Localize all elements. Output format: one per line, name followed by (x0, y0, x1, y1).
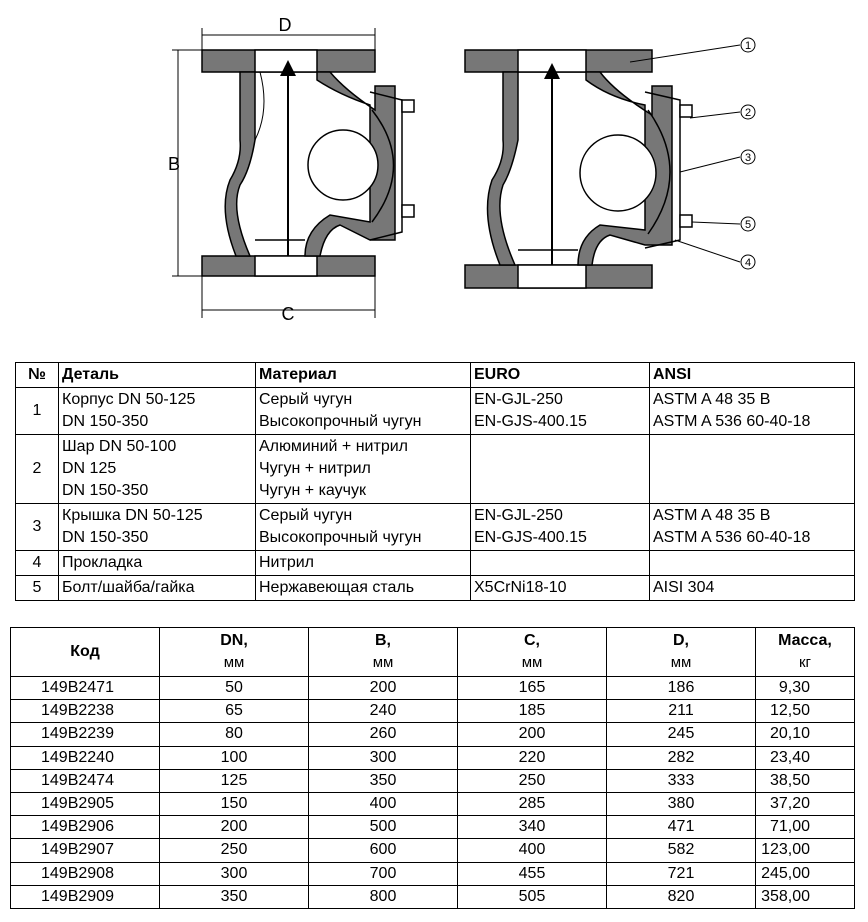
specs-header-cell (458, 628, 607, 677)
specs-header-cell (756, 628, 855, 677)
specs-row (11, 677, 855, 700)
part-part-cell (59, 576, 256, 601)
specs-header-unit: мм (223, 654, 245, 671)
specs-row (11, 723, 855, 746)
specs-cell: 165 (458, 677, 607, 700)
part-ansi-line: ASTM A 536 60-40-18 (653, 413, 811, 430)
specs-header-unit: мм (670, 654, 692, 671)
part-material-line: Серый чугун (259, 507, 353, 524)
part-euro-line: EN-GJL-250 (474, 391, 563, 408)
part-number: 1 (16, 388, 59, 435)
part-euro-line: EN-GJS-400.15 (474, 529, 587, 546)
part-ansi-line: ASTM A 48 35 B (653, 391, 771, 408)
specs-cell: 80 (160, 723, 309, 746)
part-material-cell (256, 388, 471, 435)
part-part-cell (59, 551, 256, 576)
valve-left-view (172, 28, 414, 318)
specs-row (11, 746, 855, 769)
part-material-line: Нержавеющая сталь (259, 579, 415, 596)
parts-row (16, 504, 855, 551)
specs-cell: 185 (458, 700, 607, 723)
part-part-line: Болт/шайба/гайка (62, 579, 195, 596)
specs-cell: 358,00 (756, 885, 855, 908)
part-part-cell (59, 435, 256, 504)
part-ansi-line: ASTM A 48 35 B (653, 507, 771, 524)
parts-header-row (16, 363, 855, 388)
specs-cell: 350 (160, 885, 309, 908)
part-material-cell (256, 504, 471, 551)
part-material-line: Серый чугун (259, 391, 353, 408)
specs-cell: 149B2239 (11, 723, 160, 746)
specs-cell: 700 (309, 862, 458, 885)
specs-cell: 350 (309, 769, 458, 792)
specs-row (11, 862, 855, 885)
part-euro-cell (471, 388, 650, 435)
part-ansi-cell (650, 435, 855, 504)
specs-header-unit: мм (372, 654, 394, 671)
specs-header-cell (11, 628, 160, 677)
specs-cell: 250 (458, 769, 607, 792)
specs-cell: 23,40 (756, 746, 855, 769)
specs-cell: 149B2907 (11, 839, 160, 862)
specs-cell: 65 (160, 700, 309, 723)
specs-cell: 455 (458, 862, 607, 885)
specs-row (11, 816, 855, 839)
specs-cell: 300 (160, 862, 309, 885)
part-number: 3 (16, 504, 59, 551)
part-ansi-line: AISI 304 (653, 579, 715, 596)
specs-row (11, 885, 855, 908)
specs-cell: 50 (160, 677, 309, 700)
specs-cell: 245,00 (756, 862, 855, 885)
part-part-line: DN 150-350 (62, 413, 149, 430)
valve-right-view (465, 38, 755, 288)
part-euro-line: X5CrNi18-10 (474, 579, 567, 596)
specs-cell: 100 (160, 746, 309, 769)
specs-cell: 123,00 (756, 839, 855, 862)
part-euro-line: EN-GJL-250 (474, 507, 563, 524)
specs-cell: 220 (458, 746, 607, 769)
specs-cell: 71,00 (756, 816, 855, 839)
part-part-cell (59, 388, 256, 435)
part-euro-cell (471, 551, 650, 576)
part-material-line: Алюминий + нитрил (259, 438, 408, 455)
callout-4: 4 (744, 257, 752, 269)
part-number: 4 (16, 551, 59, 576)
specs-cell: 600 (309, 839, 458, 862)
part-material-line: Высокопрочный чугун (259, 413, 422, 430)
part-ansi-cell (650, 388, 855, 435)
callout-3: 3 (744, 152, 752, 164)
specs-table (10, 627, 855, 909)
specs-cell: 149B2471 (11, 677, 160, 700)
part-part-line: Шар DN 50-100 (62, 438, 177, 455)
dim-label-d: D (278, 15, 292, 35)
specs-header-unit: кг (798, 654, 812, 671)
specs-cell: 250 (160, 839, 309, 862)
specs-cell: 37,20 (756, 793, 855, 816)
specs-cell: 38,50 (756, 769, 855, 792)
specs-cell: 149B2909 (11, 885, 160, 908)
part-ansi-cell (650, 551, 855, 576)
specs-cell: 721 (607, 862, 756, 885)
specs-header-label: D, (673, 631, 689, 649)
callout-2: 2 (744, 107, 752, 119)
part-euro-cell (471, 435, 650, 504)
header-num: № (16, 363, 59, 388)
specs-header-unit: мм (521, 654, 543, 671)
specs-cell: 471 (607, 816, 756, 839)
part-part-line: Корпус DN 50-125 (62, 391, 196, 408)
specs-cell: 149B2906 (11, 816, 160, 839)
specs-cell: 200 (309, 677, 458, 700)
specs-cell: 149B2908 (11, 862, 160, 885)
specs-cell: 20,10 (756, 723, 855, 746)
part-ansi-line: ASTM A 536 60-40-18 (653, 529, 811, 546)
specs-cell: 340 (458, 816, 607, 839)
specs-cell: 9,30 (756, 677, 855, 700)
specs-cell: 800 (309, 885, 458, 908)
specs-header-label: C, (524, 631, 540, 649)
part-number: 2 (16, 435, 59, 504)
specs-row (11, 793, 855, 816)
part-part-line: DN 150-350 (62, 529, 149, 546)
specs-cell: 245 (607, 723, 756, 746)
specs-header-label: B, (375, 631, 391, 649)
part-material-line: Чугун + нитрил (259, 460, 371, 477)
specs-header-cell (309, 628, 458, 677)
valve-drawing (0, 0, 868, 340)
callout-1: 1 (744, 40, 752, 52)
specs-cell: 211 (607, 700, 756, 723)
part-part-line: Крышка DN 50-125 (62, 507, 203, 524)
part-euro-cell (471, 504, 650, 551)
part-material-line: Чугун + каучук (259, 482, 366, 499)
parts-table (15, 362, 855, 601)
specs-cell: 150 (160, 793, 309, 816)
specs-cell: 333 (607, 769, 756, 792)
specs-cell: 500 (309, 816, 458, 839)
specs-cell: 12,50 (756, 700, 855, 723)
specs-cell: 400 (458, 839, 607, 862)
specs-cell: 260 (309, 723, 458, 746)
part-part-line: DN 125 (62, 460, 117, 477)
header-ansi: ANSI (650, 363, 855, 388)
dim-label-b: B (167, 154, 181, 174)
specs-cell: 505 (458, 885, 607, 908)
header-euro: EURO (471, 363, 650, 388)
callout-5: 5 (744, 219, 752, 231)
part-material-cell (256, 576, 471, 601)
specs-cell: 820 (607, 885, 756, 908)
parts-row (16, 388, 855, 435)
specs-header-cell (160, 628, 309, 677)
specs-cell: 149B2238 (11, 700, 160, 723)
specs-cell: 200 (458, 723, 607, 746)
specs-cell: 285 (458, 793, 607, 816)
part-part-line: Прокладка (62, 554, 143, 571)
part-ansi-cell (650, 576, 855, 601)
specs-header-label: Код (70, 642, 100, 660)
specs-cell: 149B2240 (11, 746, 160, 769)
specs-cell: 200 (160, 816, 309, 839)
part-euro-line: EN-GJS-400.15 (474, 413, 587, 430)
specs-header-label: Масса, (778, 631, 832, 649)
part-number: 5 (16, 576, 59, 601)
part-material-line: Высокопрочный чугун (259, 529, 422, 546)
part-material-cell (256, 551, 471, 576)
header-material: Материал (256, 363, 471, 388)
specs-cell: 400 (309, 793, 458, 816)
parts-row (16, 576, 855, 601)
specs-header-row (11, 628, 855, 677)
specs-header-cell (607, 628, 756, 677)
part-part-cell (59, 504, 256, 551)
specs-cell: 380 (607, 793, 756, 816)
specs-header-label: DN, (220, 631, 248, 649)
specs-cell: 149B2474 (11, 769, 160, 792)
specs-cell: 240 (309, 700, 458, 723)
specs-cell: 125 (160, 769, 309, 792)
part-part-line: DN 150-350 (62, 482, 149, 499)
specs-cell: 149B2905 (11, 793, 160, 816)
specs-row (11, 839, 855, 862)
specs-cell: 582 (607, 839, 756, 862)
specs-cell: 282 (607, 746, 756, 769)
dim-label-c: C (281, 304, 295, 324)
specs-row (11, 700, 855, 723)
part-ansi-cell (650, 504, 855, 551)
header-part: Деталь (59, 363, 256, 388)
parts-row (16, 435, 855, 504)
specs-cell: 300 (309, 746, 458, 769)
parts-row (16, 551, 855, 576)
part-material-line: Нитрил (259, 554, 314, 571)
part-euro-cell (471, 576, 650, 601)
specs-cell: 186 (607, 677, 756, 700)
part-material-cell (256, 435, 471, 504)
specs-row (11, 769, 855, 792)
